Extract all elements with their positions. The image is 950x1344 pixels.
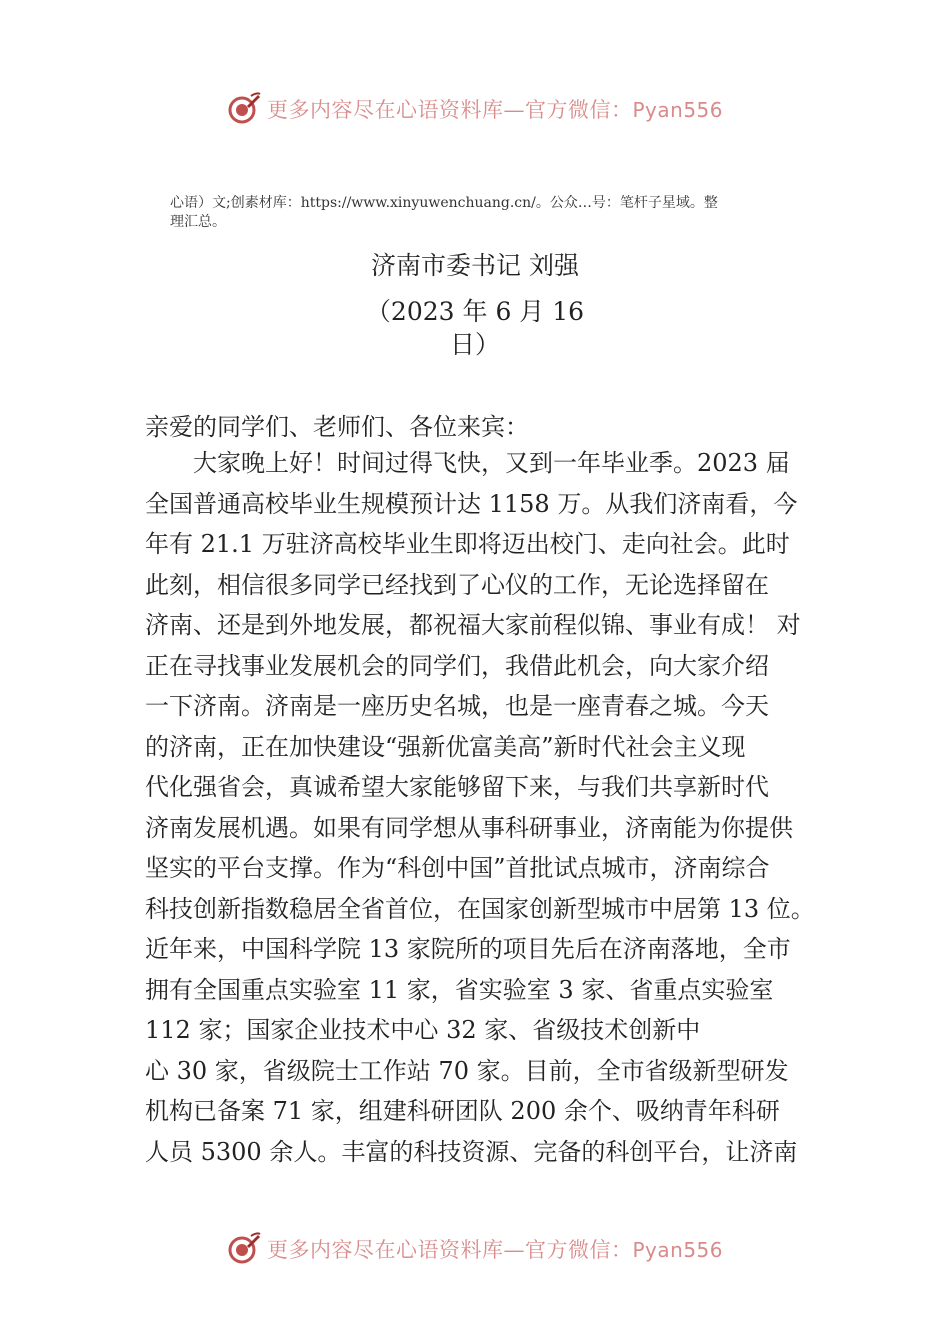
body-line: 大家晚上好！时间过得飞快，又到一年毕业季。2023 届 (193, 449, 790, 477)
body-line: 的济南，正在加快建设“强新优富美高”新时代社会主义现 (145, 732, 746, 761)
footer-banner (0, 1232, 950, 1266)
body-line: 此刻，相信很多同学已经找到了心仪的工作，无论选择留在 (145, 570, 769, 599)
body-line: 济南、还是到外地发展，都祝福大家前程似锦、事业有成！ 对 (145, 611, 801, 639)
body-line: 拥有全国重点实验室 11 家，省实验室 3 家、省重点实验室 (145, 975, 774, 1004)
header-banner-text (267, 94, 723, 124)
header-banner-label: 更多内容尽在心语资料库—官方微信： (266, 98, 633, 122)
header-wechat-id: Pyan556 (632, 98, 723, 122)
body-line: 全国普通高校毕业生规模预计达 1158 万。从我们济南看，今 (145, 489, 798, 518)
body-line: 112 家；国家企业技术中心 32 家、省级技术创新中 (145, 1016, 701, 1044)
body-line: 代化强省会，真诚希望大家能够留下来，与我们共享新时代 (145, 773, 769, 801)
body-line: 科技创新指数稳居全省首位，在国家创新型城市中居第 13 位。 (145, 894, 815, 923)
body-line: 机构已备案 71 家，组建科研团队 200 余个、吸纳青年科研 (145, 1097, 780, 1125)
speech-author-title: 济南市委书记 刘强 (371, 251, 579, 280)
salutation: 亲爱的同学们、老师们、各位来宾： (145, 413, 529, 441)
body-line: 正在寻找事业发展机会的同学们，我借此机会，向大家介绍 (145, 651, 769, 680)
footer-banner-label: 更多内容尽在心语资料库—官方微信： (266, 1238, 633, 1262)
quill-pen-logo-icon (227, 1232, 261, 1266)
body-line: 人员 5300 余人。丰富的科技资源、完备的科创平台，让济南 (145, 1137, 798, 1166)
header-banner (0, 92, 950, 126)
source-note-line-1: 心语）文;创素材库：https://www.xinyuwenchuang.cn/。公众…号：笔杆子星域。整 (170, 195, 718, 211)
body-line: 一下济南。济南是一座历史名城，也是一座青春之城。今天 (145, 692, 769, 720)
quill-pen-logo-icon (227, 92, 261, 126)
body-line: 近年来，中国科学院 13 家院所的项目先后在济南落地，全市 (145, 935, 791, 963)
body-line: 坚实的平台支撑。作为“科创中国”首批试点城市，济南综合 (145, 854, 770, 882)
speech-date-line-2: 日） (449, 330, 500, 359)
body-line: 心 30 家，省级院士工作站 70 家。目前，全市省级新型研发 (145, 1056, 789, 1085)
footer-wechat-id: Pyan556 (632, 1238, 723, 1262)
source-note (170, 194, 830, 232)
speech-date-line-1: （2023 年 6 月 16 (365, 297, 585, 326)
footer-banner-text (267, 1234, 723, 1264)
body-line: 年有 21.1 万驻济高校毕业生即将迈出校门、走向社会。此时 (145, 530, 790, 558)
speech-body (145, 448, 845, 1177)
source-note-line-2: 理汇总。 (170, 214, 226, 230)
body-line: 济南发展机遇。如果有同学想从事科研事业，济南能为你提供 (145, 813, 793, 842)
